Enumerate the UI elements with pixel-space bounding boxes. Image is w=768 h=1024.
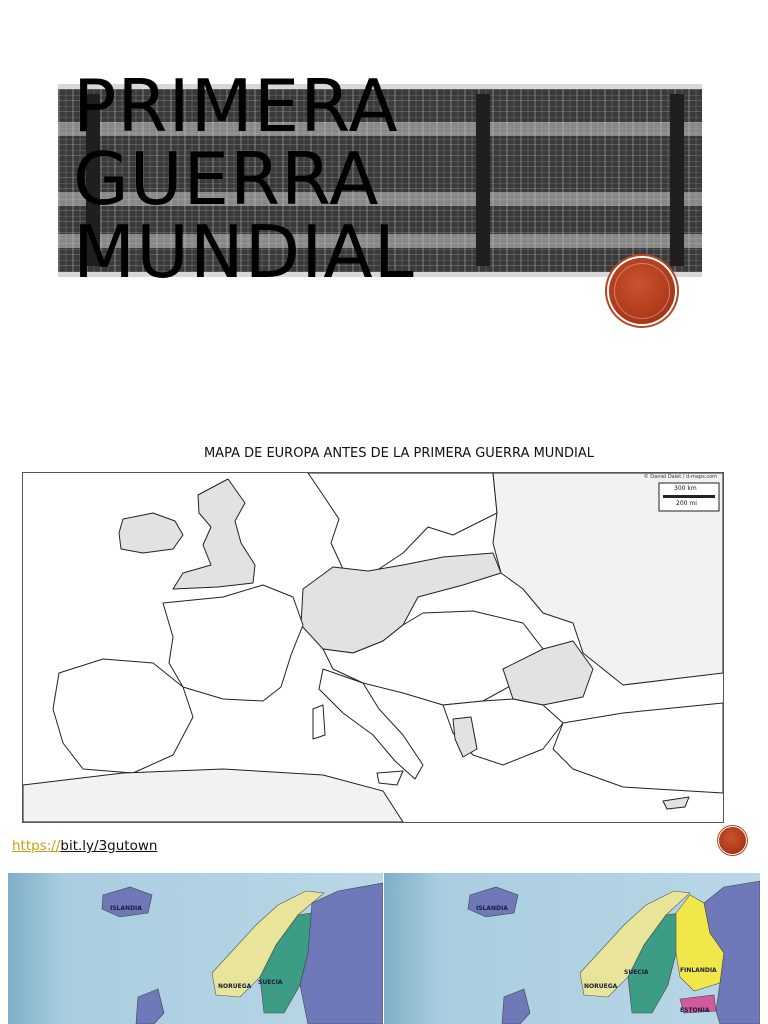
map-france [163,585,303,701]
europe-map-drawing [23,473,723,822]
map-scale-km: 300 km [674,485,697,492]
label-finlandia: FINLANDIA [680,967,717,974]
map-russia-east [300,883,383,1024]
map-panel-after [384,873,760,1024]
scandinavia-comparison [8,873,760,1024]
europe-map [22,472,724,823]
scandinavia-map-before [8,873,383,1024]
circle-ornament-small-icon [719,827,746,854]
map-sardinia [313,705,325,739]
slide-title: PRIMERA GUERRA MUNDIAL [73,64,415,294]
label-suecia: SUECIA [258,979,283,986]
scandinavia-map-after [384,873,760,1024]
link-protocol[interactable]: https:// [12,838,61,854]
label-islandia: ISLANDIA [110,905,142,912]
label-noruega: NORUEGA [584,983,618,990]
map-credit: © Daniel Dalet / d-maps.com [643,474,717,480]
map-caption: MAPA DE EUROPA ANTES DE LA PRIMERA GUERRA MUNDIAL [203,446,595,461]
map-panel-before [8,873,383,1024]
label-suecia: SUECIA [624,969,649,976]
circle-ornament-icon [609,258,675,324]
label-islandia: ISLANDIA [476,905,508,912]
link-path[interactable]: bit.ly/3gutown [60,838,158,854]
title-slide [0,0,768,420]
label-noruega: NORUEGA [218,983,252,990]
map-scale-mi: 200 mi [676,500,697,507]
source-link[interactable] [12,838,157,854]
label-estonia: ESTONIA [680,1007,710,1014]
